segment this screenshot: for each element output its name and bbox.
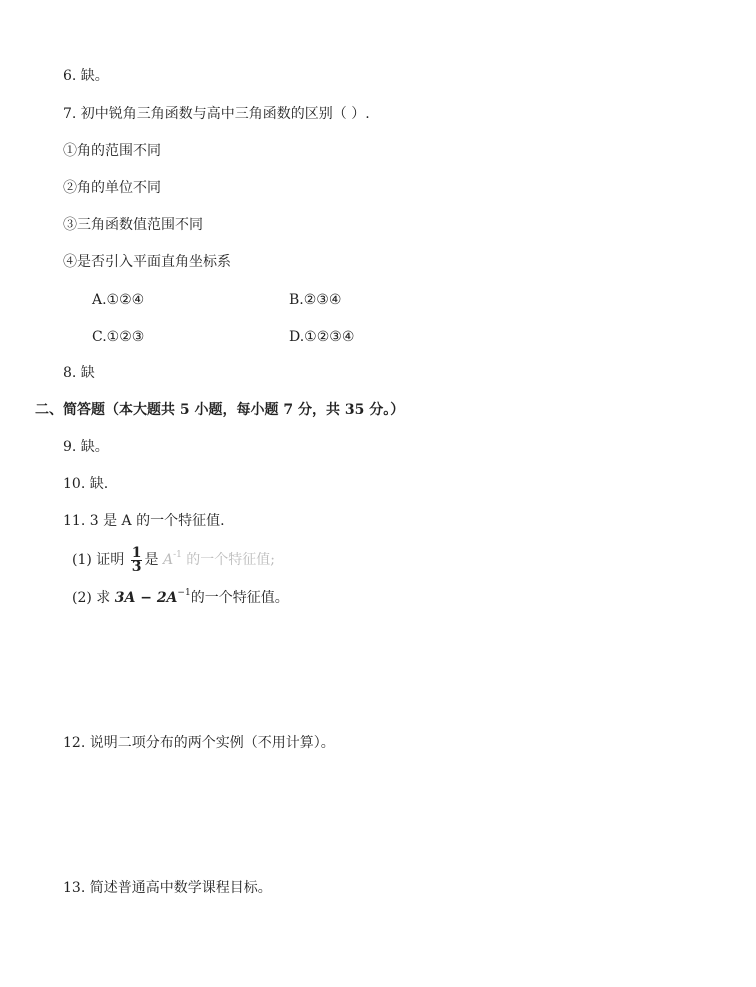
question-7-item-2: ②角的单位不同 bbox=[63, 180, 161, 196]
question-9: 9. 缺。 bbox=[63, 439, 109, 455]
question-10: 10. 缺. bbox=[63, 476, 109, 492]
fraction-one-third bbox=[131, 544, 143, 575]
question-7-item-1: ①角的范围不同 bbox=[63, 143, 161, 159]
inverse-exponent: -1 bbox=[173, 550, 182, 560]
question-7-stem: 7. 初中锐角三角函数与高中三角函数的区别（ ）. bbox=[63, 106, 370, 122]
matrix-a: A bbox=[162, 552, 174, 568]
choice-d: D.①②③④ bbox=[289, 329, 355, 345]
question-8: 8. 缺 bbox=[63, 365, 95, 381]
question-11-part-2 bbox=[72, 583, 289, 608]
part-2-suffix: 的一个特征值。 bbox=[190, 590, 289, 606]
inverse-exponent-2: −1 bbox=[177, 588, 191, 598]
part-1-mid: 是 bbox=[144, 552, 159, 568]
question-6: 6. 缺。 bbox=[63, 68, 109, 84]
matrix-expression: 3A − 2A bbox=[114, 590, 178, 606]
fraction-denominator: 3 bbox=[131, 558, 142, 575]
fraction-numerator: 1 bbox=[131, 544, 142, 561]
question-11-part-1 bbox=[72, 542, 275, 574]
question-12: 12. 说明二项分布的两个实例（不用计算）。 bbox=[63, 735, 335, 751]
part-1-suffix: 的一个特征值; bbox=[186, 552, 276, 568]
question-7-item-4: ④是否引入平面直角坐标系 bbox=[63, 254, 231, 270]
section-heading: 二、简答题（本大题共 5 小题，每小题 7 分，共 35 分。） bbox=[35, 402, 405, 418]
question-13: 13. 简述普通高中数学课程目标。 bbox=[63, 880, 272, 896]
choice-b: B.②③④ bbox=[289, 292, 342, 308]
question-7-item-3: ③三角函数值范围不同 bbox=[63, 217, 203, 233]
part-2-prefix: (2) 求 bbox=[72, 590, 111, 606]
part-1-prefix: (1) 证明 bbox=[72, 552, 125, 568]
choice-a: A.①②④ bbox=[92, 292, 145, 308]
question-11-stem: 11. 3 是 A 的一个特征值. bbox=[63, 513, 225, 529]
choice-c: C.①②③ bbox=[92, 329, 145, 345]
